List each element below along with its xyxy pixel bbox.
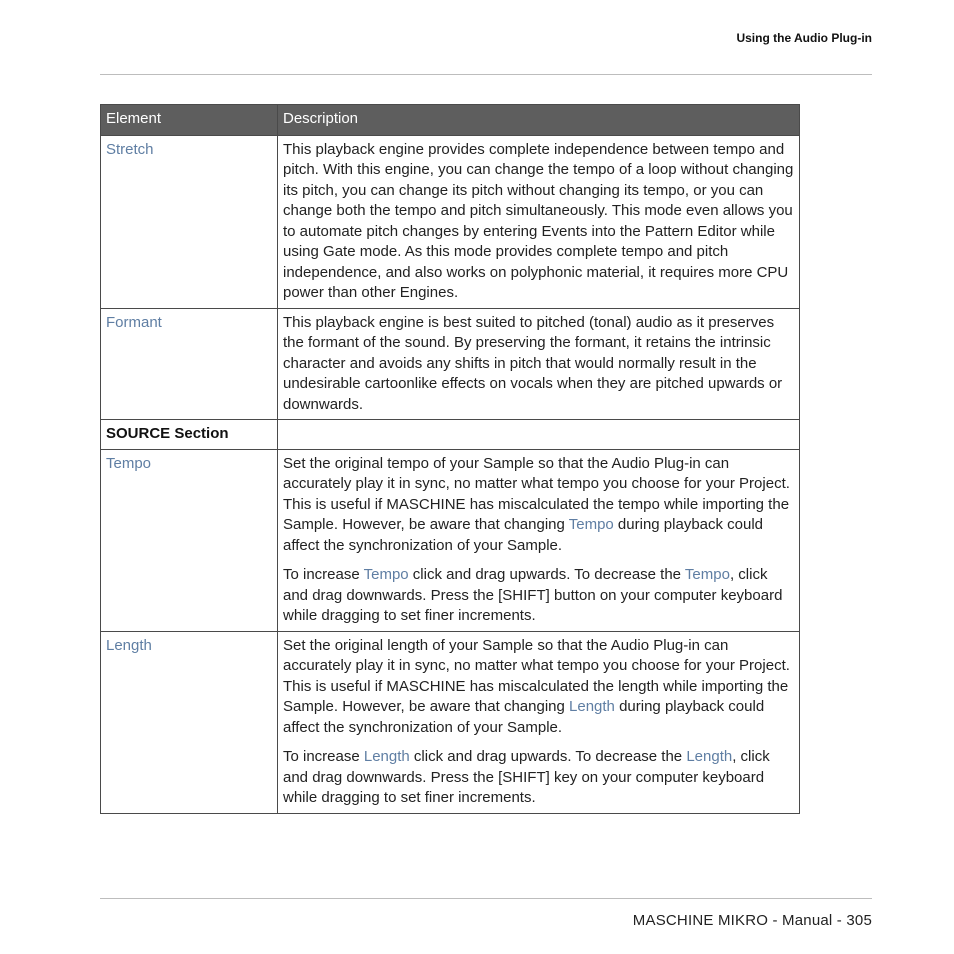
inline-link-tempo[interactable]: Tempo [363,566,409,583]
text-run: during playback could affect the synchronization of your Sample. [283,516,764,554]
text-run: To increase [283,566,364,583]
table-row [101,308,800,420]
text-run: click and drag upwards. To decrease the [408,566,685,583]
bottom-divider [100,898,872,899]
text-run: , click and drag downwards. Press the [SHIFT] key on your computer keyboard while dragging to set finer increments. [283,748,770,806]
text-run: Set the original tempo of your Sample so that the Audio Plug-in can accurately play it in sync, no matter what tempo you choose for your Project. This is useful if MASCHINE has miscalculated the tempo while importing the Sample. However, be aware that changing [283,454,790,533]
description-paragraph [283,747,794,809]
description-cell [278,308,800,420]
description-paragraph [283,565,794,627]
inline-link-length[interactable]: Length [686,748,733,765]
inline-link-length[interactable]: Length [569,698,615,715]
column-header-description: Description [278,105,800,136]
text-run: click and drag upwards. To decrease the [409,748,687,765]
element-link-stretch[interactable]: Stretch [101,135,278,308]
section-row [101,420,800,450]
inline-link-tempo[interactable]: Tempo [684,566,730,583]
table-row [101,135,800,308]
reference-table [100,104,800,814]
text-run: Set the original length of your Sample so that the Audio Plug-in can accurately play it in sync, no matter what tempo you choose for your Project. This is useful if MASCHINE has miscalculated the length while importing the Sample. However, be aware that changing [283,636,790,715]
column-header-element: Element [101,105,278,136]
table-row [101,449,800,631]
description-cell-empty [278,420,800,450]
text-run: , click and drag downwards. Press the [SHIFT] button on your computer keyboard while dragging to set finer increments. [283,566,783,624]
text-run: To increase [283,748,364,765]
table-header-row [101,105,800,136]
text-run: during playback could affect the synchronization of your Sample. [283,698,765,736]
description-cell [278,631,800,813]
top-divider [100,74,872,75]
element-link-tempo[interactable]: Tempo [101,449,278,631]
page-footer: MASCHINE MIKRO - Manual - 305 [632,912,872,929]
description-text: This playback engine provides complete independence between tempo and pitch. With this engine, you can change the tempo of a loop without changing its pitch, you can change its pitch without changing its tempo, or you can change both the tempo and pitch simultaneously. This mode even allows you to automate pitch changes by entering Events into the Pattern Editor while using Gate mode. As this mode provides complete tempo and pitch independence, and also works on polyphonic material, it requires more CPU power than other Engines. [283,140,794,301]
inline-link-length[interactable]: Length [363,748,410,765]
description-cell [278,449,800,631]
description-paragraph [283,636,794,739]
table-row [101,631,800,813]
section-label-source: SOURCE Section [101,420,278,450]
description-text: This playback engine is best suited to pitched (tonal) audio as it preserves the formant of the sound. By preserving the formant, it retains the intrinsic character and avoids any shifts in pitch that would normally result in the undesirable cartoonlike effects on vocals when they are pitched upwards or downwards. [283,313,783,413]
inline-link-tempo[interactable]: Tempo [568,516,614,533]
running-header: Using the Audio Plug-in [736,31,872,45]
element-link-length[interactable]: Length [101,631,278,813]
description-cell [278,135,800,308]
element-link-formant[interactable]: Formant [101,308,278,420]
description-paragraph [283,454,794,557]
